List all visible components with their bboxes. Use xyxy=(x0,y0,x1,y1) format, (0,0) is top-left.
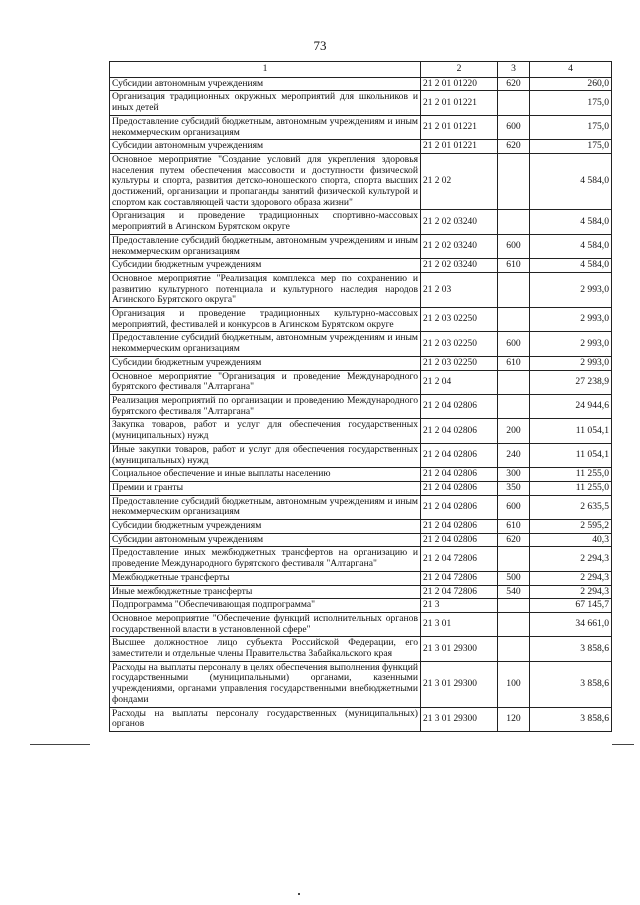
row-amount-cell: 11 054,1 xyxy=(530,443,612,467)
row-expense-type-cell xyxy=(498,637,530,661)
row-amount-cell: 4 584,0 xyxy=(530,234,612,258)
row-code-cell: 21 3 01 29300 xyxy=(421,707,498,731)
row-amount-cell: 2 294,3 xyxy=(530,571,612,585)
row-code-cell: 21 2 01 01220 xyxy=(421,77,498,91)
row-expense-type-cell: 620 xyxy=(498,77,530,91)
row-expense-type-cell: 610 xyxy=(498,259,530,273)
row-amount-cell: 2 635,5 xyxy=(530,495,612,519)
row-expense-type-cell xyxy=(498,547,530,571)
row-name-cell: Основное мероприятие "Обеспечение функций исполнительных органов государственной власти в установленной сфере" xyxy=(110,612,421,636)
table-row xyxy=(110,370,612,394)
row-expense-type-cell: 600 xyxy=(498,234,530,258)
row-code-cell: 21 2 02 03240 xyxy=(421,234,498,258)
row-name-cell: Премии и гранты xyxy=(110,481,421,495)
table-row xyxy=(110,637,612,661)
row-code-cell: 21 2 03 xyxy=(421,272,498,307)
row-name-cell: Предоставление субсидий бюджетным, автономным учреждениям и иным некоммерческим организациям xyxy=(110,332,421,356)
row-code-cell: 21 2 04 02806 xyxy=(421,481,498,495)
row-amount-cell: 67 145,7 xyxy=(530,599,612,613)
row-amount-cell: 260,0 xyxy=(530,77,612,91)
row-code-cell: 21 2 04 72806 xyxy=(421,547,498,571)
scan-artifact-left xyxy=(30,744,90,745)
row-amount-cell: 34 661,0 xyxy=(530,612,612,636)
row-expense-type-cell: 600 xyxy=(498,115,530,139)
row-amount-cell: 11 255,0 xyxy=(530,481,612,495)
table-row xyxy=(110,443,612,467)
row-name-cell: Предоставление субсидий бюджетным, автономным учреждениям и иным некоммерческим организациям xyxy=(110,234,421,258)
row-amount-cell: 4 584,0 xyxy=(530,210,612,234)
table-row xyxy=(110,419,612,443)
row-amount-cell: 24 944,6 xyxy=(530,394,612,418)
budget-table xyxy=(109,61,612,732)
table-row xyxy=(110,153,612,210)
row-expense-type-cell xyxy=(498,91,530,115)
row-name-cell: Субсидии автономным учреждениям xyxy=(110,533,421,547)
row-expense-type-cell: 600 xyxy=(498,495,530,519)
table-row xyxy=(110,259,612,273)
table-row xyxy=(110,571,612,585)
row-expense-type-cell: 610 xyxy=(498,520,530,534)
row-name-cell: Основное мероприятие "Реализация комплекса мер по сохранению и развитию культурного потенциала и культурного наследия народов Агинского Бурятского округа" xyxy=(110,272,421,307)
row-name-cell: Социальное обеспечение и иные выплаты населению xyxy=(110,468,421,482)
row-code-cell: 21 2 01 01221 xyxy=(421,115,498,139)
row-amount-cell: 175,0 xyxy=(530,91,612,115)
row-expense-type-cell: 240 xyxy=(498,443,530,467)
row-expense-type-cell: 200 xyxy=(498,419,530,443)
table-row xyxy=(110,77,612,91)
row-code-cell: 21 2 01 01221 xyxy=(421,91,498,115)
table-row xyxy=(110,468,612,482)
row-amount-cell: 4 584,0 xyxy=(530,153,612,210)
table-row xyxy=(110,599,612,613)
row-expense-type-cell xyxy=(498,210,530,234)
table-row xyxy=(110,612,612,636)
row-code-cell: 21 2 03 02250 xyxy=(421,308,498,332)
row-expense-type-cell: 500 xyxy=(498,571,530,585)
table-row xyxy=(110,356,612,370)
row-code-cell: 21 2 04 72806 xyxy=(421,571,498,585)
row-code-cell: 21 3 01 29300 xyxy=(421,661,498,707)
header-col-2: 2 xyxy=(421,62,498,78)
row-amount-cell: 2 993,0 xyxy=(530,308,612,332)
row-expense-type-cell xyxy=(498,153,530,210)
row-code-cell: 21 2 04 02806 xyxy=(421,468,498,482)
row-code-cell: 21 2 04 xyxy=(421,370,498,394)
table-row xyxy=(110,707,612,731)
row-name-cell: Иные межбюджетные трансферты xyxy=(110,585,421,599)
row-expense-type-cell: 120 xyxy=(498,707,530,731)
row-code-cell: 21 2 03 02250 xyxy=(421,356,498,370)
table-row xyxy=(110,272,612,307)
table-row xyxy=(110,585,612,599)
row-expense-type-cell xyxy=(498,370,530,394)
row-name-cell: Субсидии бюджетным учреждениям xyxy=(110,259,421,273)
row-name-cell: Субсидии бюджетным учреждениям xyxy=(110,356,421,370)
row-amount-cell: 3 858,6 xyxy=(530,707,612,731)
row-expense-type-cell xyxy=(498,612,530,636)
row-name-cell: Высшее должностное лицо субъекта Российской Федерации, его заместители и отдельные члены Правительства Забайкальского края xyxy=(110,637,421,661)
row-name-cell: Основное мероприятие "Организация и проведение Международного бурятского фестиваля "Алтаргана" xyxy=(110,370,421,394)
row-amount-cell: 3 858,6 xyxy=(530,661,612,707)
row-name-cell: Подпрограмма "Обеспечивающая подпрограмма" xyxy=(110,599,421,613)
table-row xyxy=(110,332,612,356)
table-row xyxy=(110,115,612,139)
row-code-cell: 21 2 04 02806 xyxy=(421,394,498,418)
row-code-cell: 21 3 01 29300 xyxy=(421,637,498,661)
row-expense-type-cell xyxy=(498,394,530,418)
row-code-cell: 21 2 04 72806 xyxy=(421,585,498,599)
row-code-cell: 21 2 04 02806 xyxy=(421,533,498,547)
row-expense-type-cell xyxy=(498,599,530,613)
row-code-cell: 21 2 02 xyxy=(421,153,498,210)
table-row xyxy=(110,210,612,234)
row-name-cell: Организация и проведение традиционных культурно-массовых мероприятий, фестивалей и конкурсов в Агинском Бурятском округе xyxy=(110,308,421,332)
row-expense-type-cell: 600 xyxy=(498,332,530,356)
row-amount-cell: 3 858,6 xyxy=(530,637,612,661)
row-name-cell: Межбюджетные трансферты xyxy=(110,571,421,585)
table-row xyxy=(110,481,612,495)
row-code-cell: 21 2 04 02806 xyxy=(421,520,498,534)
row-amount-cell: 2 294,3 xyxy=(530,547,612,571)
table-row xyxy=(110,394,612,418)
row-name-cell: Расходы на выплаты персоналу государственных (муниципальных) органов xyxy=(110,707,421,731)
scan-artifact-right xyxy=(612,744,634,745)
row-name-cell: Организация традиционных окружных мероприятий для школьников и иных детей xyxy=(110,91,421,115)
row-expense-type-cell: 620 xyxy=(498,140,530,154)
row-name-cell: Субсидии автономным учреждениям xyxy=(110,140,421,154)
row-code-cell: 21 3 01 xyxy=(421,612,498,636)
row-name-cell: Субсидии автономным учреждениям xyxy=(110,77,421,91)
row-amount-cell: 4 584,0 xyxy=(530,259,612,273)
table-row xyxy=(110,495,612,519)
table-row xyxy=(110,308,612,332)
header-col-4: 4 xyxy=(530,62,612,78)
table-row xyxy=(110,520,612,534)
row-code-cell: 21 3 xyxy=(421,599,498,613)
row-amount-cell: 2 294,3 xyxy=(530,585,612,599)
row-code-cell: 21 2 04 02806 xyxy=(421,419,498,443)
table-row xyxy=(110,533,612,547)
row-code-cell: 21 2 02 03240 xyxy=(421,210,498,234)
scan-artifact-dot xyxy=(298,893,300,895)
row-amount-cell: 175,0 xyxy=(530,140,612,154)
row-expense-type-cell: 100 xyxy=(498,661,530,707)
row-name-cell: Расходы на выплаты персоналу в целях обеспечения выполнения функций государственными (муниципальными) органами, казенными учреждениями, органами управления государственными внебюджетными фондами xyxy=(110,661,421,707)
row-amount-cell: 2 993,0 xyxy=(530,332,612,356)
row-expense-type-cell: 350 xyxy=(498,481,530,495)
row-amount-cell: 40,3 xyxy=(530,533,612,547)
row-name-cell: Предоставление субсидий бюджетным, автономным учреждениям и иным некоммерческим организациям xyxy=(110,495,421,519)
row-name-cell: Субсидии бюджетным учреждениям xyxy=(110,520,421,534)
row-name-cell: Основное мероприятие "Создание условий для укрепления здоровья населения путем обеспечения массовости и доступности физической культуры и спорта, развития детско-юношеского спорта, спорта высших достижений, организации и пропаганды занятий физической культурой и спортом как составляющей части здорового образа жизни" xyxy=(110,153,421,210)
row-amount-cell: 175,0 xyxy=(530,115,612,139)
row-expense-type-cell xyxy=(498,308,530,332)
table-row xyxy=(110,661,612,707)
row-code-cell: 21 2 02 03240 xyxy=(421,259,498,273)
header-col-3: 3 xyxy=(498,62,530,78)
row-name-cell: Реализация мероприятий по организации и проведению Международного бурятского фестиваля "Алтаргана" xyxy=(110,394,421,418)
row-code-cell: 21 2 01 01221 xyxy=(421,140,498,154)
row-amount-cell: 11 054,1 xyxy=(530,419,612,443)
row-code-cell: 21 2 04 02806 xyxy=(421,495,498,519)
row-amount-cell: 11 255,0 xyxy=(530,468,612,482)
row-name-cell: Предоставление иных межбюджетных трансфертов на организацию и проведение Международного бурятского фестиваля "Алтаргана" xyxy=(110,547,421,571)
row-expense-type-cell: 540 xyxy=(498,585,530,599)
row-code-cell: 21 2 04 02806 xyxy=(421,443,498,467)
table-row xyxy=(110,234,612,258)
row-name-cell: Закупка товаров, работ и услуг для обеспечения государственных (муниципальных) нужд xyxy=(110,419,421,443)
row-expense-type-cell xyxy=(498,272,530,307)
header-row xyxy=(110,62,612,78)
row-expense-type-cell: 610 xyxy=(498,356,530,370)
row-amount-cell: 27 238,9 xyxy=(530,370,612,394)
row-expense-type-cell: 620 xyxy=(498,533,530,547)
row-amount-cell: 2 993,0 xyxy=(530,356,612,370)
row-amount-cell: 2 993,0 xyxy=(530,272,612,307)
table-row xyxy=(110,91,612,115)
row-expense-type-cell: 300 xyxy=(498,468,530,482)
row-name-cell: Предоставление субсидий бюджетным, автономным учреждениям и иным некоммерческим организациям xyxy=(110,115,421,139)
table-row xyxy=(110,140,612,154)
row-amount-cell: 2 595,2 xyxy=(530,520,612,534)
table-row xyxy=(110,547,612,571)
header-col-1: 1 xyxy=(110,62,421,78)
page-number: 73 xyxy=(313,38,327,53)
row-code-cell: 21 2 03 02250 xyxy=(421,332,498,356)
row-name-cell: Иные закупки товаров, работ и услуг для обеспечения государственных (муниципальных) нужд xyxy=(110,443,421,467)
row-name-cell: Организация и проведение традиционных спортивно-массовых мероприятий в Агинском Бурятском округе xyxy=(110,210,421,234)
